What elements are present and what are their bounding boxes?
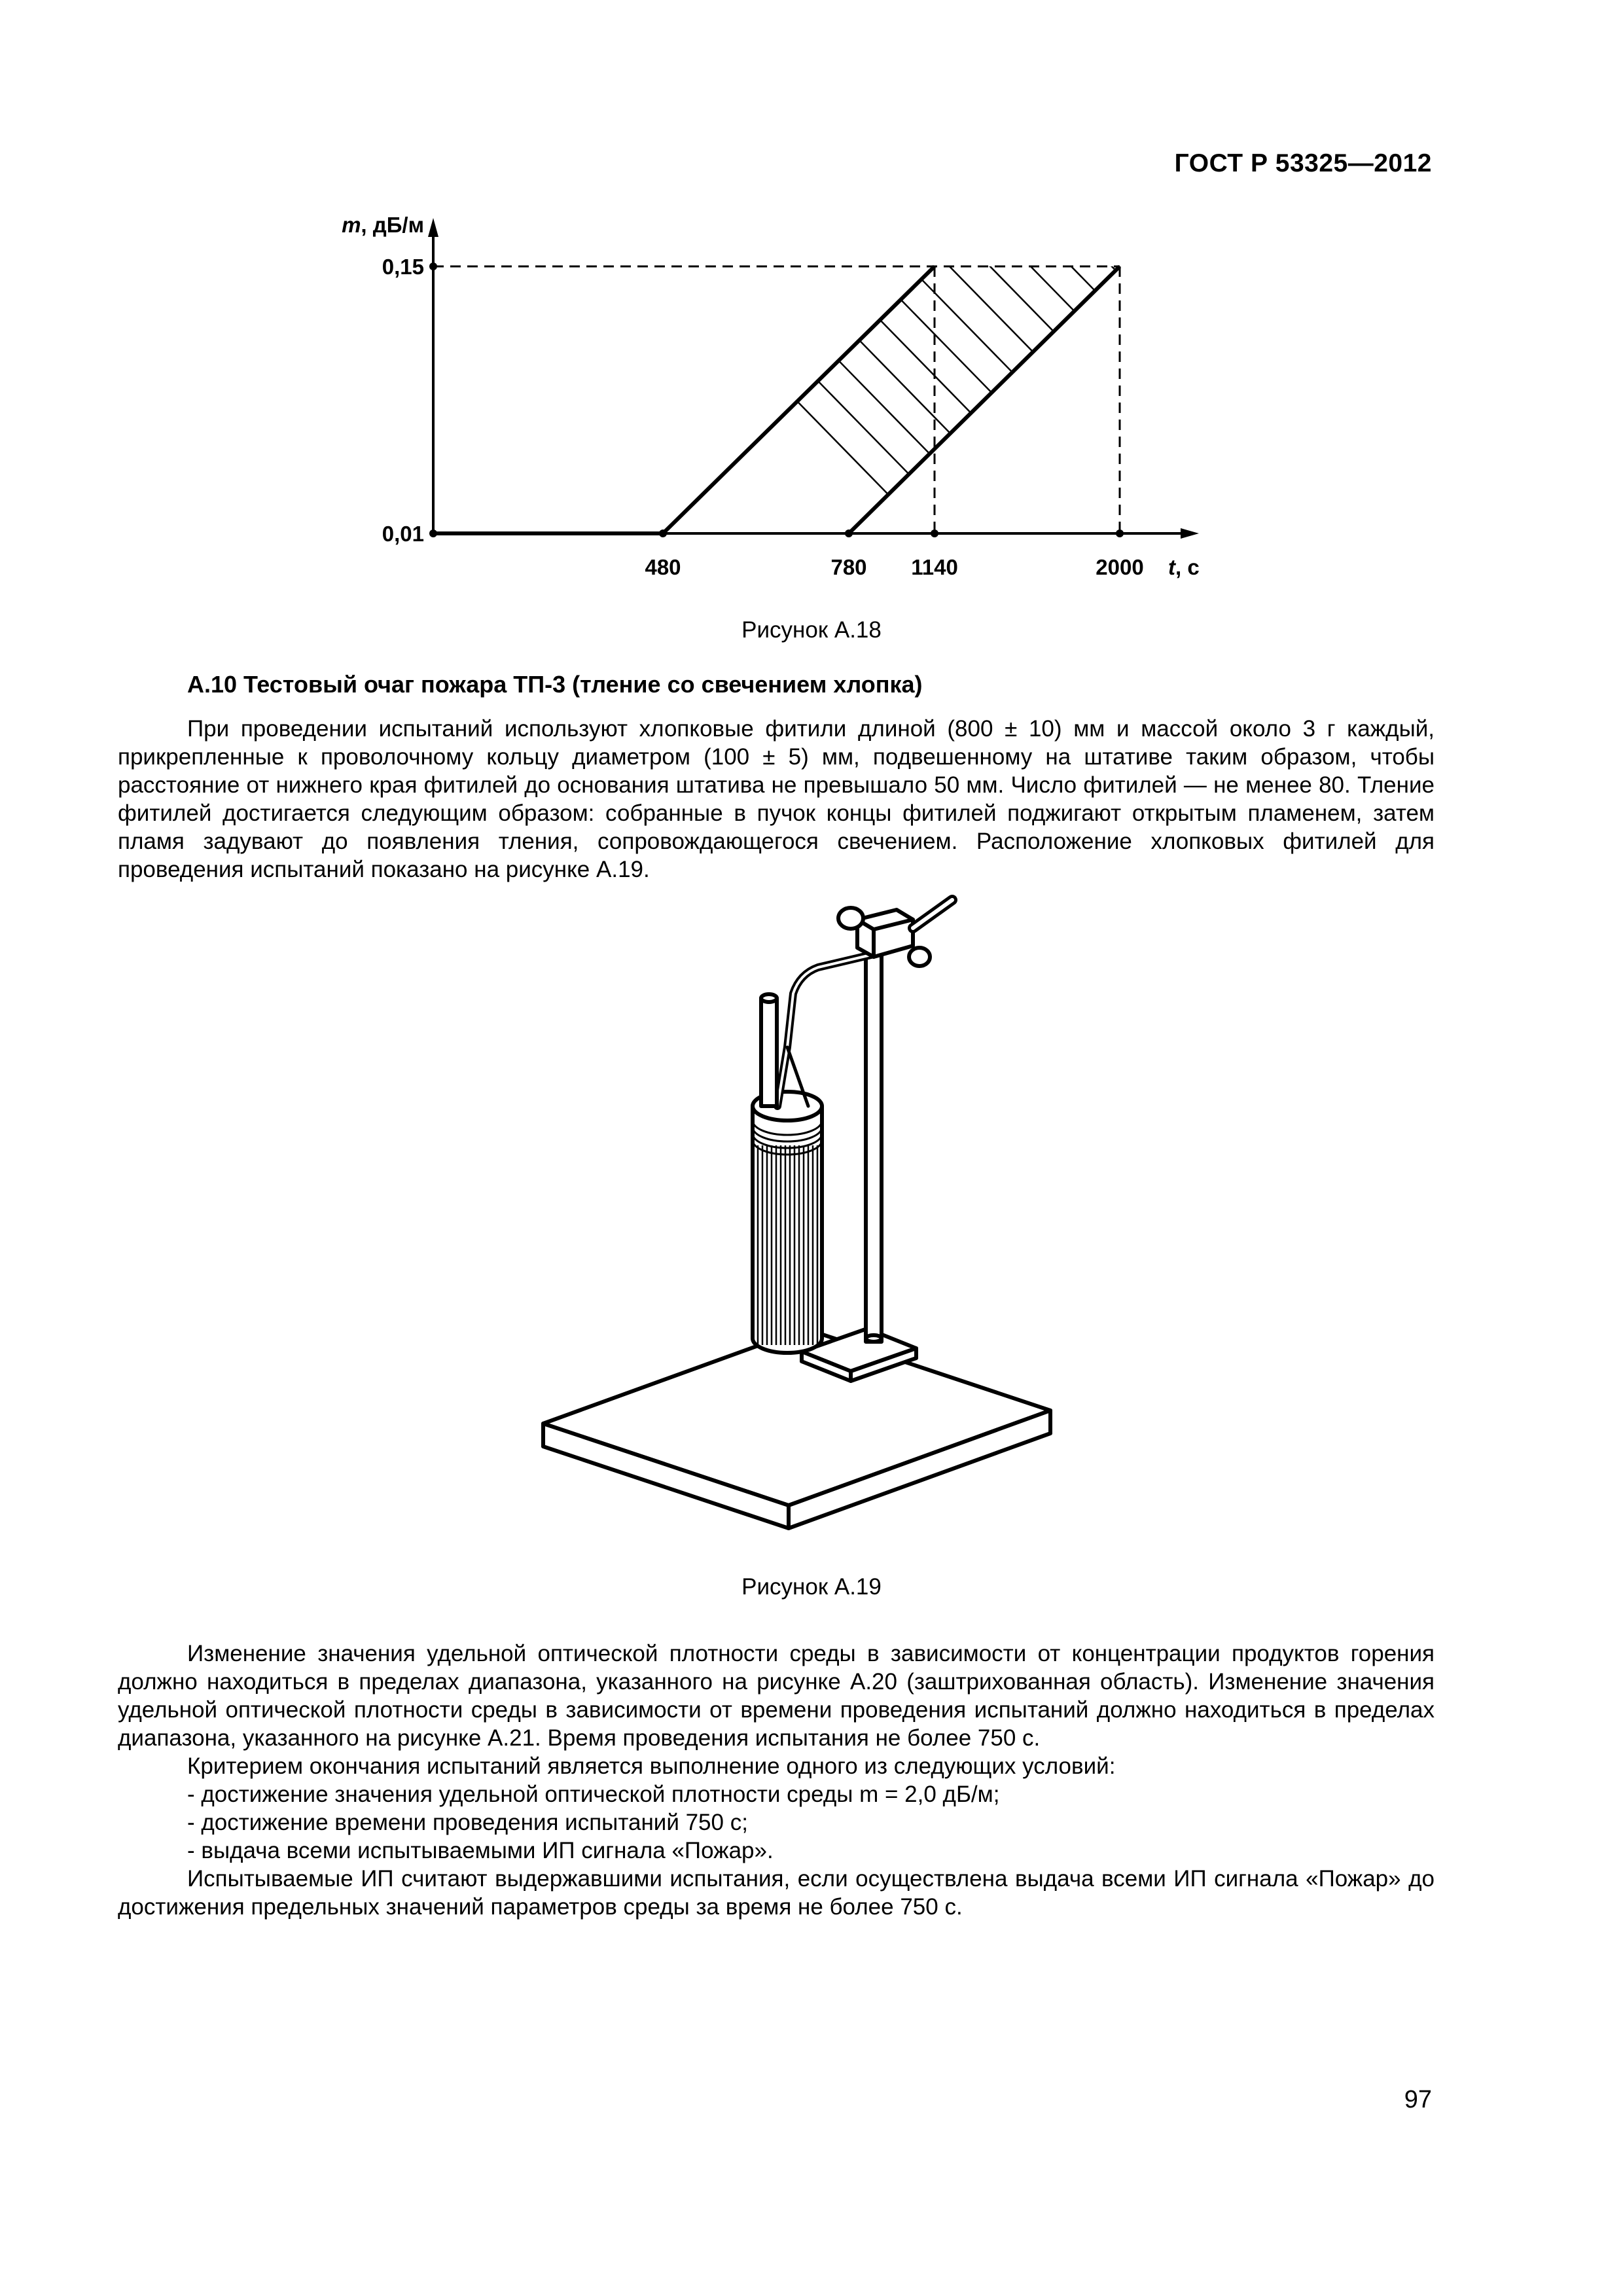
- x-tick-label-780: 780: [830, 555, 867, 579]
- top-knob: [838, 908, 863, 929]
- holder-tube: [761, 998, 777, 1106]
- x-axis-label: t, с: [1168, 555, 1200, 579]
- paragraph-criteria: Критерием окончания испытаний является выполнение одного из следующих условий:: [187, 1753, 1116, 1779]
- clamp-block: [857, 910, 913, 957]
- list-item-density: - достижение значения удельной оптической плотности среды m = 2,0 дБ/м;: [187, 1782, 1000, 1807]
- document-header: ГОСТ Р 53325—2012: [1174, 149, 1432, 177]
- y-tick-label-001: 0,01: [382, 522, 424, 546]
- x-tick-label-1140: 1140: [911, 555, 958, 579]
- page-number: 97: [1404, 2086, 1432, 2113]
- paragraph-optical-density: Изменение значения удельной оптической плотности среды в зависимости от концентрации продуктов горения должно находиться в пределах диапазона, указанного на рисунке А.20 (заштрихованная область). Изменение значения удельной оптической плотности среды в зависимости от времени проведения испытаний должно находиться в пределах диапазона, указанного на рисунке А.21. Время проведения испытания не более 750 с.: [118, 1641, 1435, 1751]
- wire-holder: [777, 954, 874, 1106]
- stand-rod: [866, 942, 882, 1342]
- list-item-time: - достижение времени проведения испытаний 750 с;: [187, 1810, 748, 1835]
- body-text: [118, 1640, 1435, 1921]
- base-plate-top: [543, 1329, 1050, 1505]
- paragraph-passed: Испытываемые ИП считают выдержавшими испытания, если осуществлена выдача всеми ИП сигнала «Пожар» до достижения предельных значений параметров среды за время не более 750 с.: [118, 1866, 1435, 1920]
- x-tick-label-2000: 2000: [1096, 555, 1144, 579]
- list-item-signal: - выдача всеми испытываемыми ИП сигнала «Пожар».: [187, 1838, 774, 1863]
- side-knob: [909, 948, 930, 966]
- figure-a19-caption: Рисунок А.19: [741, 1574, 882, 1600]
- y-axis-label: m, дБ/м: [342, 213, 424, 237]
- figure-a18-caption: Рисунок А.18: [741, 617, 882, 643]
- section-title: А.10 Тестовый очаг пожара ТП-3 (тление со свечением хлопка): [187, 671, 923, 698]
- paragraph-a10: При проведении испытаний используют хлопковые фитили длиной (800 ± 10) мм и массой около 3 г каждый, прикрепленные к проволочному кольцу диаметром (100 ± 5) мм, подвешенному на штативе таким образом, чтобы расстояние от нижнего края фитилей до основания штатива не превышало 50 мм. Число фитилей — не менее 80. Тление фитилей достигается следующим образом: собранные в пучок концы фитилей поджигают открытым пламенем, затем пламя задувают до появления тления, сопровождающегося свечением. Расположение хлопковых фитилей для проведения испытаний показано на рисунке А.19.: [118, 716, 1435, 882]
- y-tick-label-015: 0,15: [382, 255, 424, 279]
- x-tick-label-480: 480: [645, 555, 681, 579]
